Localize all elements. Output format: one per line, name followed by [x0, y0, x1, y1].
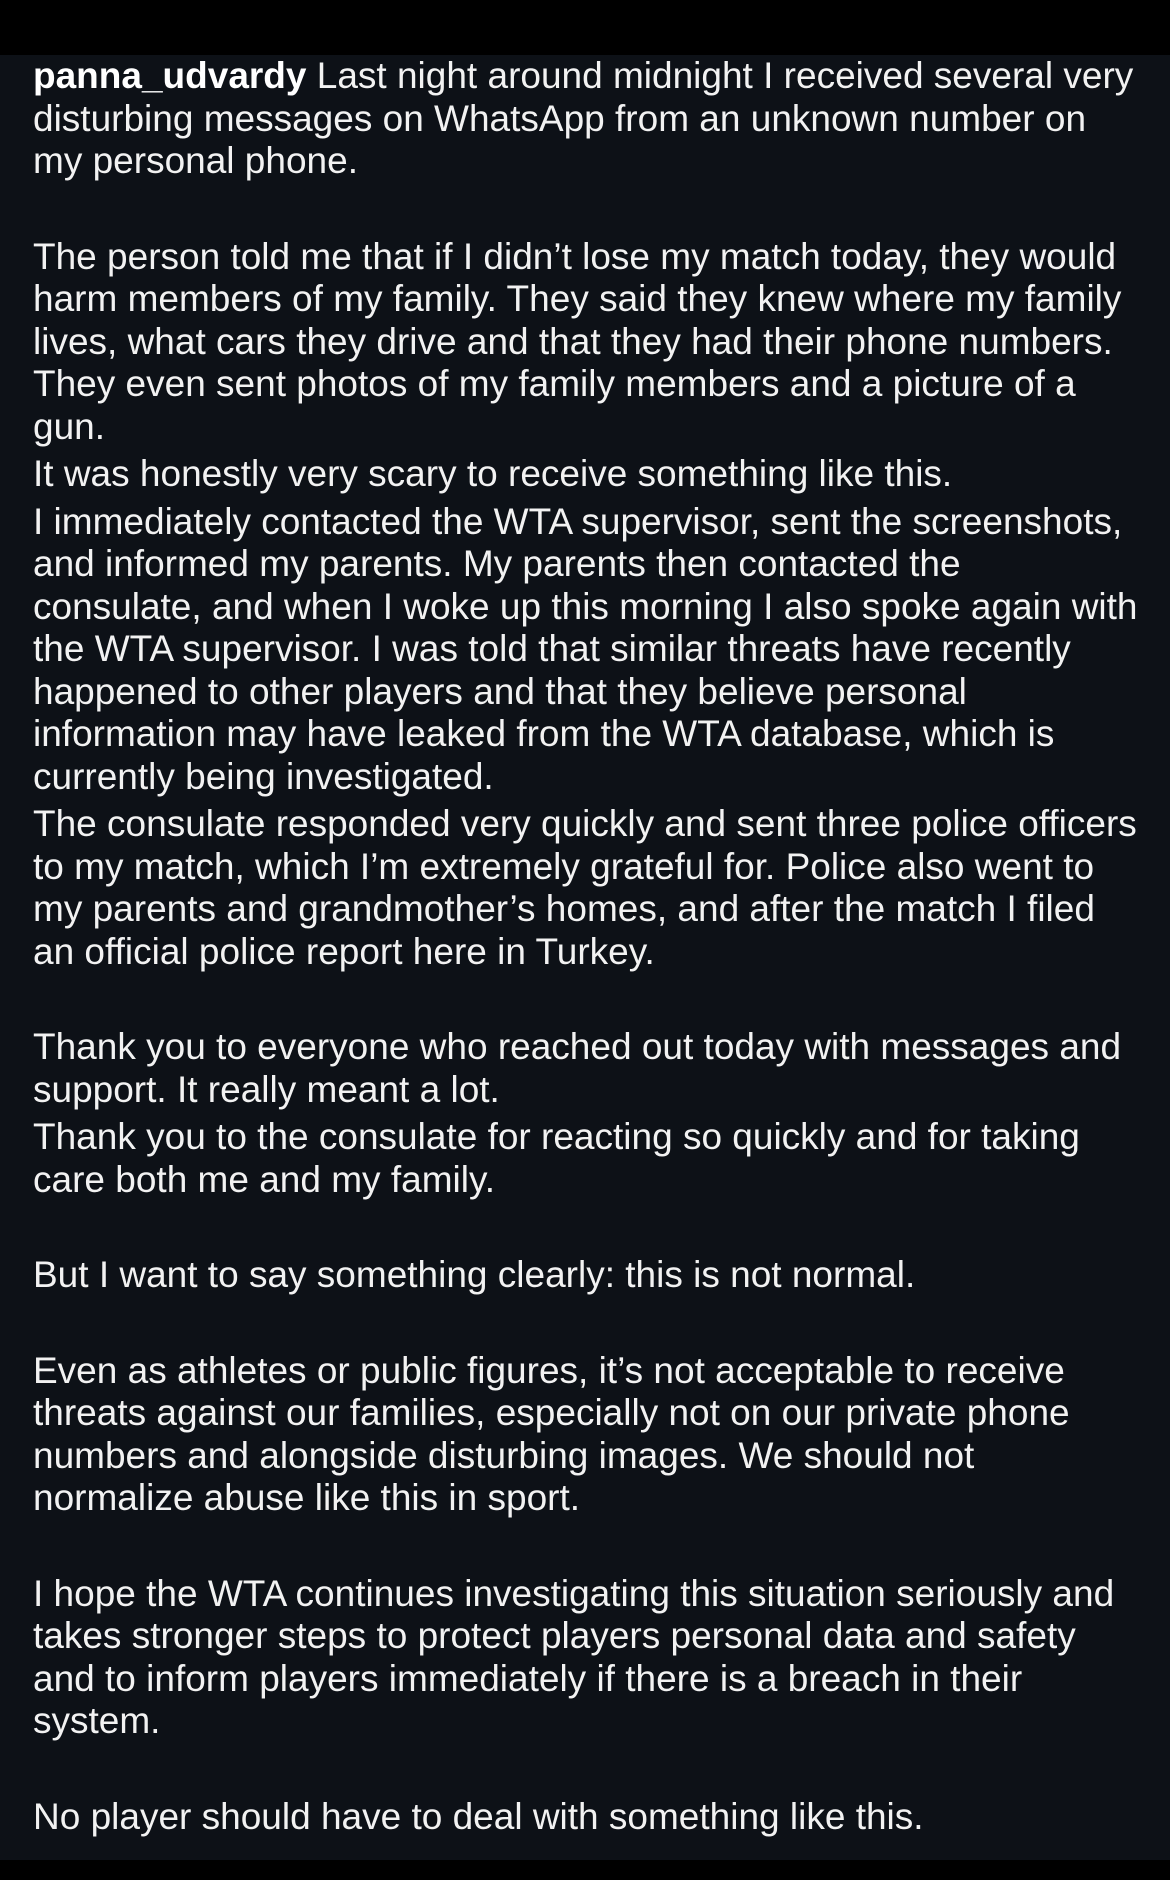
caption-paragraph-3: It was honestly very scary to receive something like this.: [33, 453, 953, 494]
caption-paragraph-6: Thank you to everyone who reached out today with messages and support. It really meant a lot.: [33, 1026, 1122, 1110]
caption-intro: [33, 55, 1138, 183]
caption-paragraph-10: I hope the WTA continues investigating this situation seriously and takes stronger steps to protect players personal data and safety and to inform players immediately if there is a breach in their system.: [33, 1572, 1115, 1741]
caption-paragraph-2: The person told me that if I didn’t lose my match today, they would harm members of my family. They said they knew where my family lives, what cars they drive and that they had their phone numbers. They even sent photos of my family members and a picture of a gun.: [33, 235, 1122, 447]
caption-paragraph-11: No player should have to deal with something like this.: [33, 1795, 924, 1837]
bottom-edge: [0, 1860, 1170, 1880]
username-link[interactable]: panna_udvardy: [33, 55, 307, 96]
caption-paragraph-9: Even as athletes or public figures, it’s not acceptable to receive threats against our families, especially not on our private phone numbers and alongside disturbing images. We should not normalize abuse like this in sport.: [33, 1349, 1070, 1518]
post-caption: [0, 55, 1170, 1860]
caption-paragraph-5: The consulate responded very quickly and sent three police officers to my match, which I’m extremely grateful for. Police also went to my parents and grandmother’s homes, and after the match I filed an official police report here in Turkey.: [33, 803, 1137, 972]
caption-paragraph-7: Thank you to the consulate for reacting so quickly and for taking care both me and my family.: [33, 1116, 1080, 1200]
caption-paragraph-1: Last night around midnight I received several very disturbing messages on WhatsApp from an unknown number on my personal phone.: [33, 55, 1134, 181]
status-bar: [0, 0, 1170, 55]
caption-paragraph-8: But I want to say something clearly: this is not normal.: [33, 1254, 916, 1295]
caption-paragraph-4: I immediately contacted the WTA supervisor, sent the screenshots, and informed my parents. My parents then contacted the consulate, and when I woke up this morning I also spoke again with the WTA supervisor. I was told that similar threats have recently happened to other players and that they believe personal information may have leaked from the WTA database, which is currently being investigated.: [33, 500, 1138, 797]
